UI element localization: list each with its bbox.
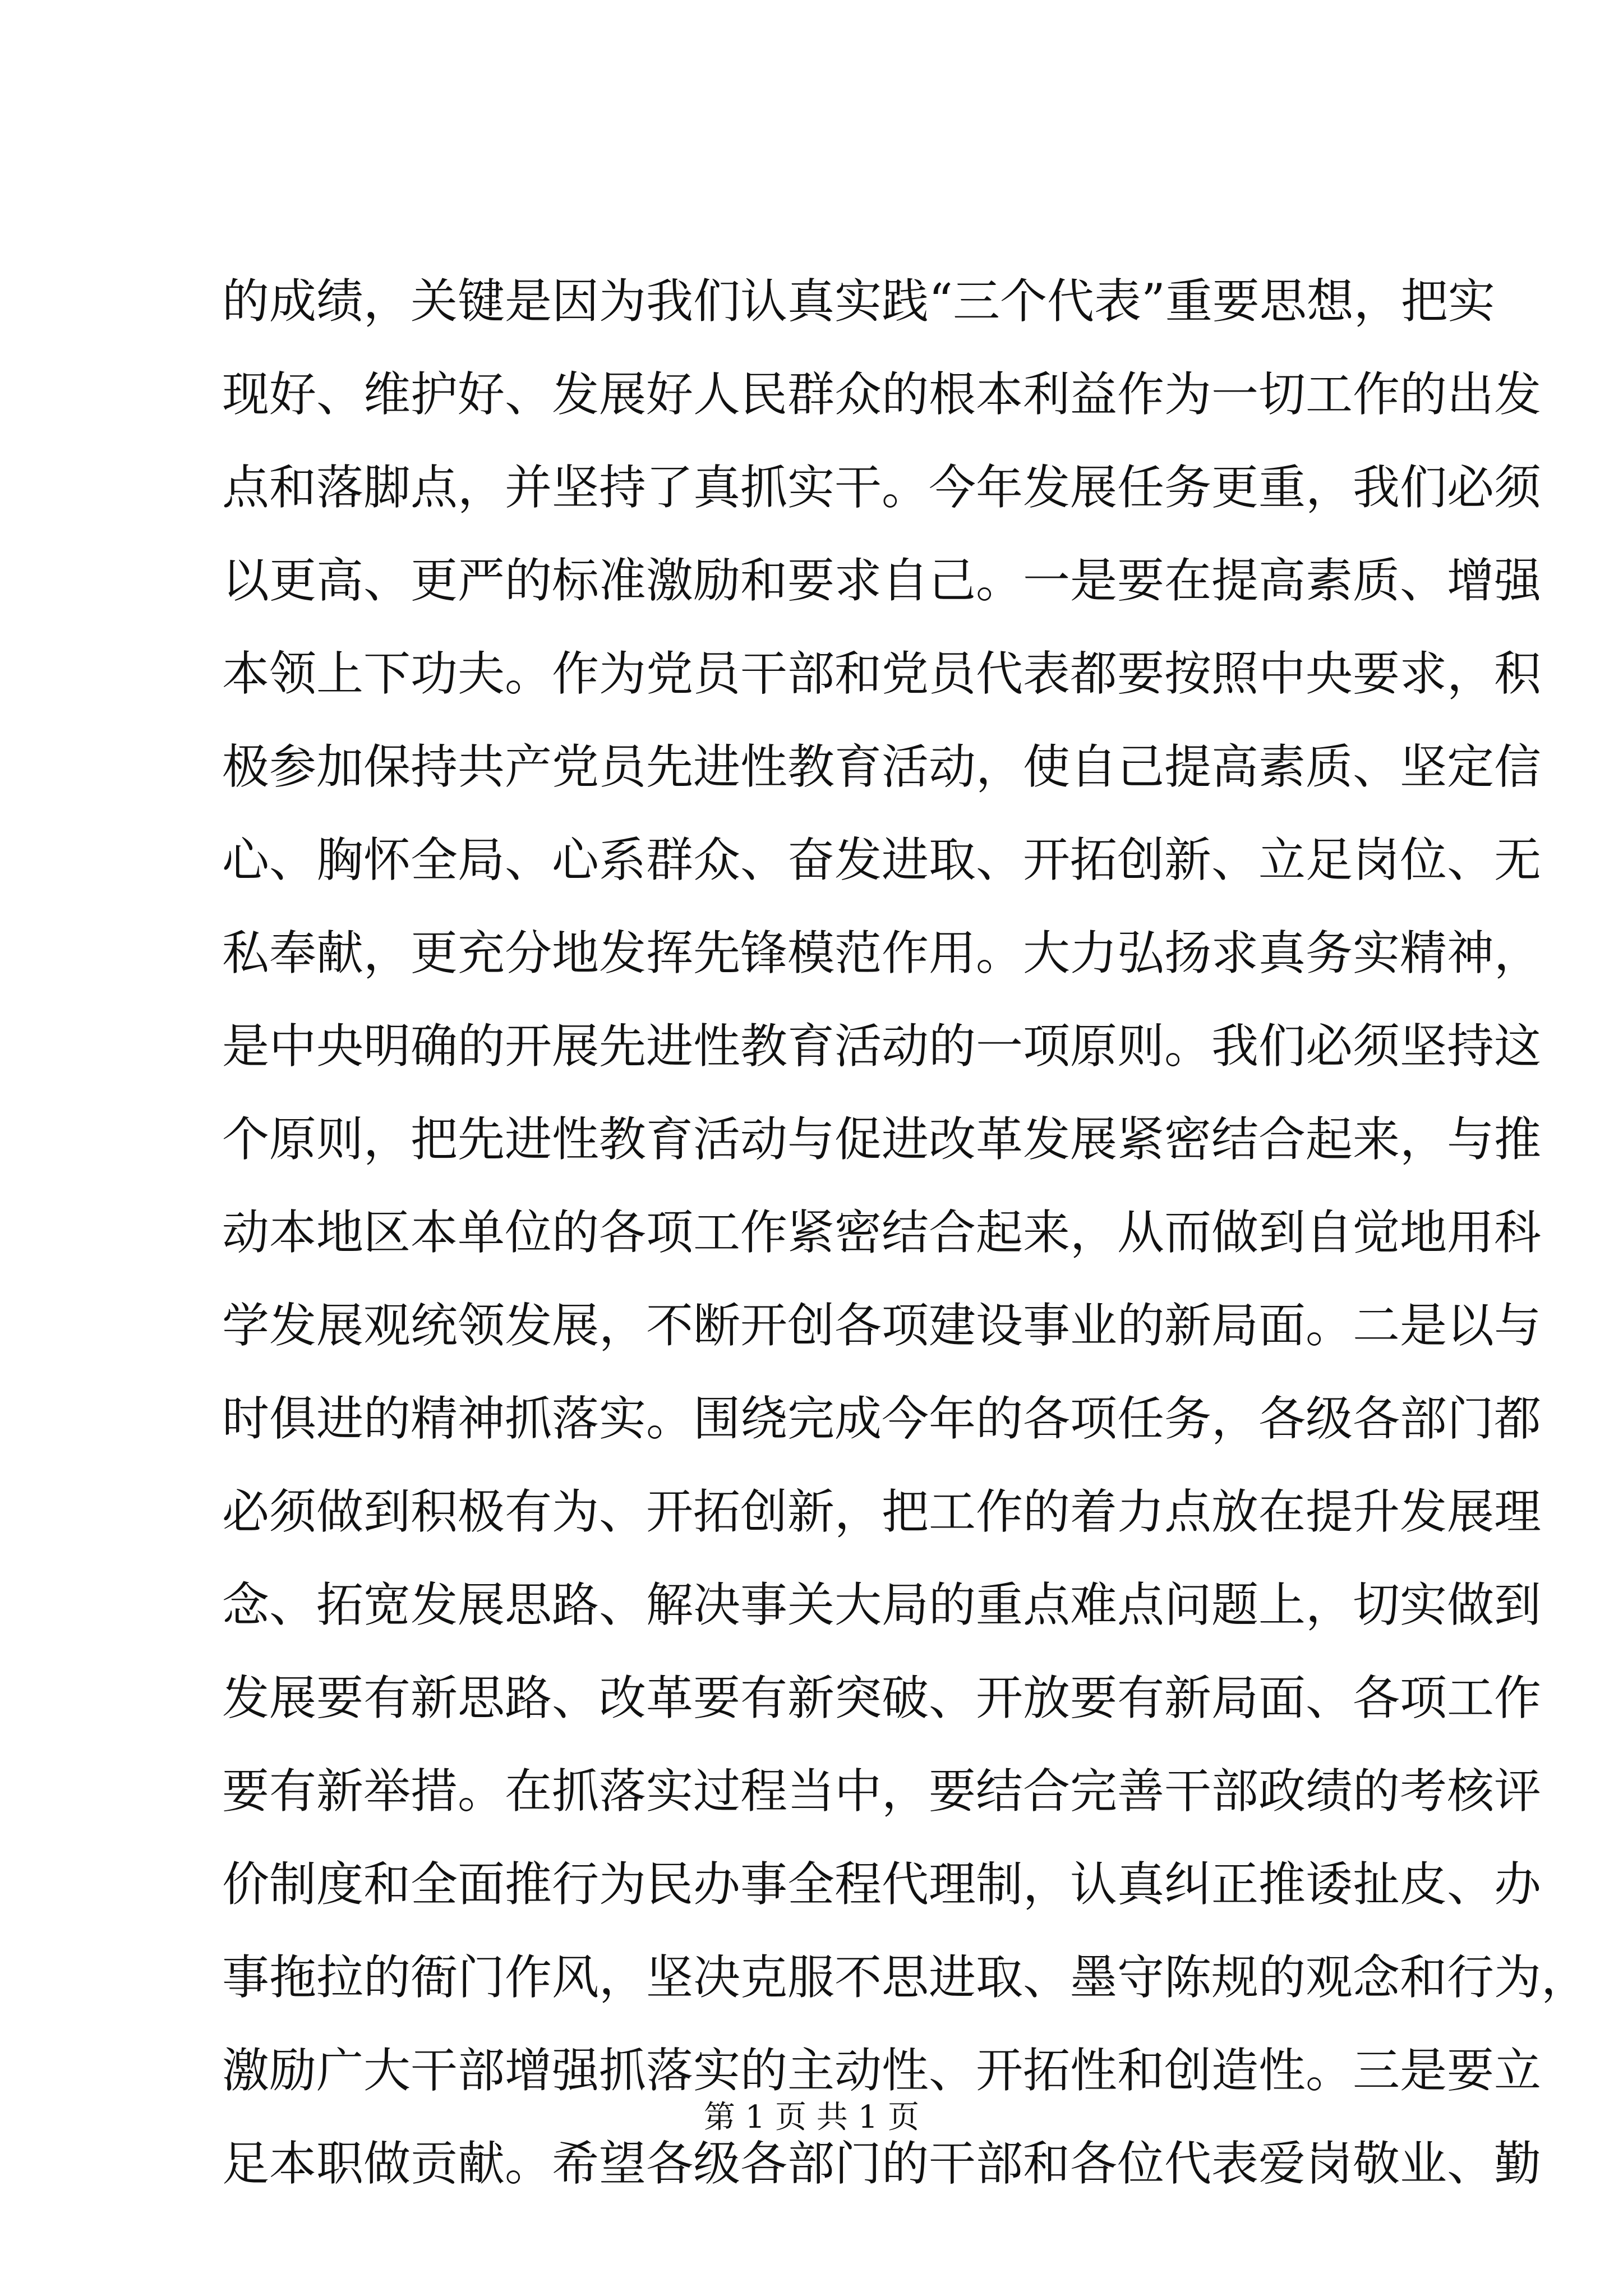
text-line: 点和落脚点，并坚持了真抓实干。今年发展任务更重，我们必须 [222, 460, 1542, 515]
text-line: 的成绩，关键是因为我们认真实践“三个代表”重要思想，把实 [222, 274, 1495, 329]
page-footer [0, 2098, 1623, 2137]
text-line: 足本职做贡献。希望各级各部门的干部和各位代表爱岗敬业、勤 [222, 2136, 1542, 2191]
text-line: 极参加保持共产党员先进性教育活动，使自己提高素质、坚定信 [222, 739, 1542, 794]
text-line: 个原则，把先进性教育活动与促进改革发展紧密结合起来，与推 [222, 1112, 1542, 1167]
text-line: 心、胸怀全局、心系群众、奋发进取、开拓创新、立足岗位、无 [222, 832, 1542, 887]
text-line: 要有新举措。在抓落实过程当中，要结合完善干部政绩的考核评 [222, 1764, 1542, 1819]
text-line: 是中央明确的开展先进性教育活动的一项原则。我们必须坚持这 [222, 1019, 1542, 1074]
text-line: 本领上下功夫。作为党员干部和党员代表都要按照中央要求，积 [222, 646, 1542, 701]
text-line: 激励广大干部增强抓落实的主动性、开拓性和创造性。三是要立 [222, 2043, 1542, 2098]
text-line: 发展要有新思路、改革要有新突破、开放要有新局面、各项工作 [222, 1671, 1542, 1726]
text-line: 动本地区本单位的各项工作紧密结合起来，从而做到自觉地用科 [222, 1205, 1542, 1260]
page-number: 第 1 页 共 1 页 [703, 2099, 920, 2136]
text-line: 学发展观统领发展，不断开创各项建设事业的新局面。二是以与 [222, 1298, 1542, 1353]
text-line: 必须做到积极有为、开拓创新，把工作的着力点放在提升发展理 [222, 1484, 1542, 1539]
text-line: 价制度和全面推行为民办事全程代理制，认真纠正推诿扯皮、办 [222, 1857, 1542, 1912]
text-line: 事拖拉的衙门作风，坚决克服不思进取、墨守陈规的观念和行为， [222, 1950, 1589, 2005]
text-line: 现好、维护好、发展好人民群众的根本利益作为一切工作的出发 [222, 367, 1542, 422]
text-line: 以更高、更严的标准激励和要求自己。一是要在提高素质、增强 [222, 553, 1542, 608]
text-line: 私奉献，更充分地发挥先锋模范作用。大力弘扬求真务实精神， [222, 926, 1542, 981]
text-line: 念、拓宽发展思路、解决事关大局的重点难点问题上，切实做到 [222, 1577, 1542, 1632]
text-line: 时俱进的精神抓落实。围绕完成今年的各项任务，各级各部门都 [222, 1391, 1542, 1446]
body-text [222, 255, 1589, 2210]
